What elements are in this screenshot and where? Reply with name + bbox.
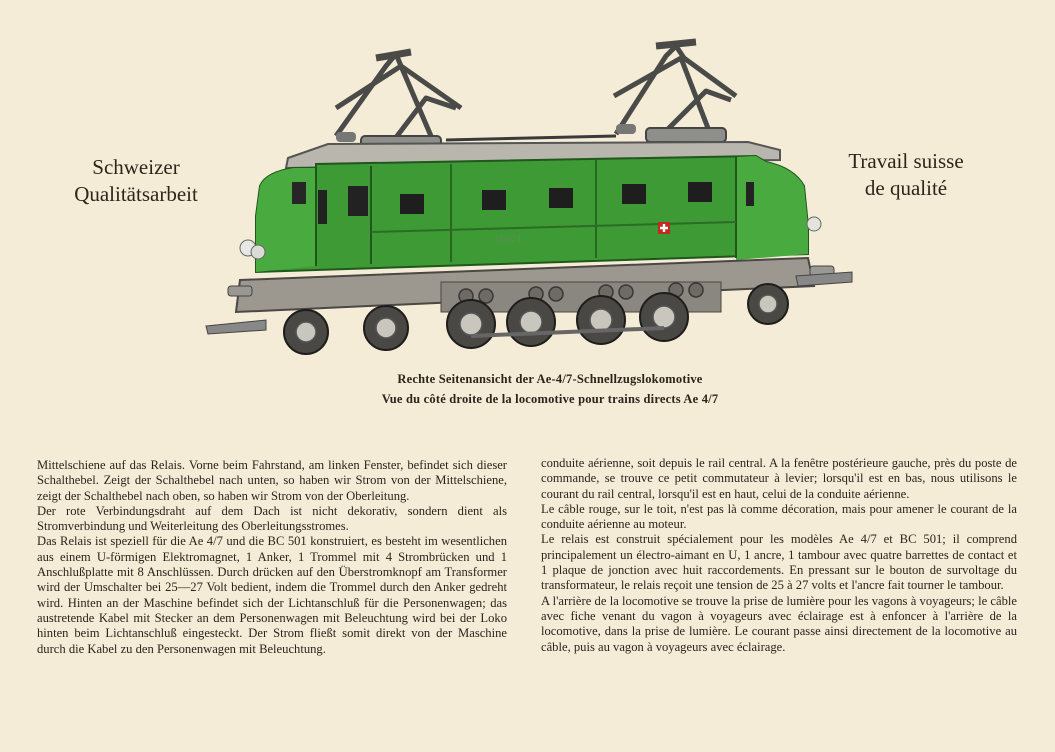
text-column-german [37, 458, 507, 657]
locomotive-illustration [196, 36, 860, 366]
caption-french: Vue du côté droite de la locomotive pour trains directs Ae 4/7 [381, 392, 719, 406]
paragraph: Das Relais ist speziell für die Ae 4/7 und die BC 501 konstruiert, es besteht im wesentlichen aus einem U-förmigen Elektromagnet, 1 Anker, 1 Trommel mit 4 Strombrücken und 1 Anschlußplatte mit 8 Anschlüssen. Durch drücken auf den Überstromknopf am Transformer wird der Umschalter bei 25—27 Volt bedient, indem die Trommel durch den Anker gedreht wird. Hinten an der Maschine befindet sich der Lichtanschluß für die Personenwagen; das austretende Kabel mit Stecker an dem Personenwagen mit Beleuchtung wird bei der Loko hinten beim Lichtanschluß eingesteckt. Der Strom fließt somit direkt von der Maschine durch die Kabel zu den Personenwagen mit Beleuchtung. [37, 534, 507, 656]
heading-right-line1: Travail suisse [848, 149, 964, 173]
locomotive-number-plate: 10801 [494, 234, 522, 245]
paragraph: conduite aérienne, soit depuis le rail central. A la fenêtre postérieure gauche, près du poste de commande, se trouve ce petit commutateur à levier; lorsqu'il est en bas, nous utilisons le courant du rail central, lorsqu'il est en haut, celui de la conduite aérienne. [541, 456, 1017, 501]
caption-german: Rechte Seitenansicht der Ae-4/7-Schnellzugslokomotive [397, 372, 703, 386]
paragraph: Der rote Verbindungsdraht auf dem Dach ist nicht dekorativ, sondern dient als Stromverbindung und Weiterleitung des Oberleitungsstromes. [37, 503, 507, 534]
heading-right-line2: de qualité [864, 176, 948, 200]
paragraph: Mittelschiene auf das Relais. Vorne beim Fahrstand, am linken Fenster, befindet sich dieser Schalthebel. Zeigt der Schalthebel nach unten, so haben wir Strom von der Mittelschiene, zeigt der Schalthebel nach oben, so haben wir Strom von der Oberleitung. [37, 458, 507, 503]
paragraph: Le câble rouge, sur le toit, n'est pas là comme décoration, mais pour amener le courant de la conduite aérienne au moteur. [541, 501, 1017, 532]
heading-left [58, 154, 214, 208]
paragraph: A l'arrière de la locomotive se trouve la prise de lumière pour les vagons à voyageurs; le câble avec fiche venant du vagon à voyageurs avec éclairage est à enfoncer à l'arrière de la locomotive, dans la prise de lumière. Le courant passe ainsi directement de la locomotive au câble, puis au vagon à voyageurs avec éclairage. [541, 593, 1017, 654]
pantograph-left [336, 52, 461, 144]
heading-left-line2: Qualitätsarbeit [74, 182, 198, 206]
locomotive-body [256, 156, 808, 272]
pantograph-right [614, 42, 736, 136]
paragraph: Le relais est construit spécialement pour les modèles Ae 4/7 et BC 501; il comprend principalement un électro-aimant en U, 1 ancre, 1 tambour avec quatre barrettes de contact et 1 plaque de jonction avec huit raccordements. En pressant sur le bouton de survoltage du transformateur, le relais reçoit une tension de 25 à 27 volts et l'ancre fait tourner le tambour. [541, 532, 1017, 593]
text-column-french [541, 456, 1017, 655]
heading-left-line1: Schweizer [92, 155, 180, 179]
